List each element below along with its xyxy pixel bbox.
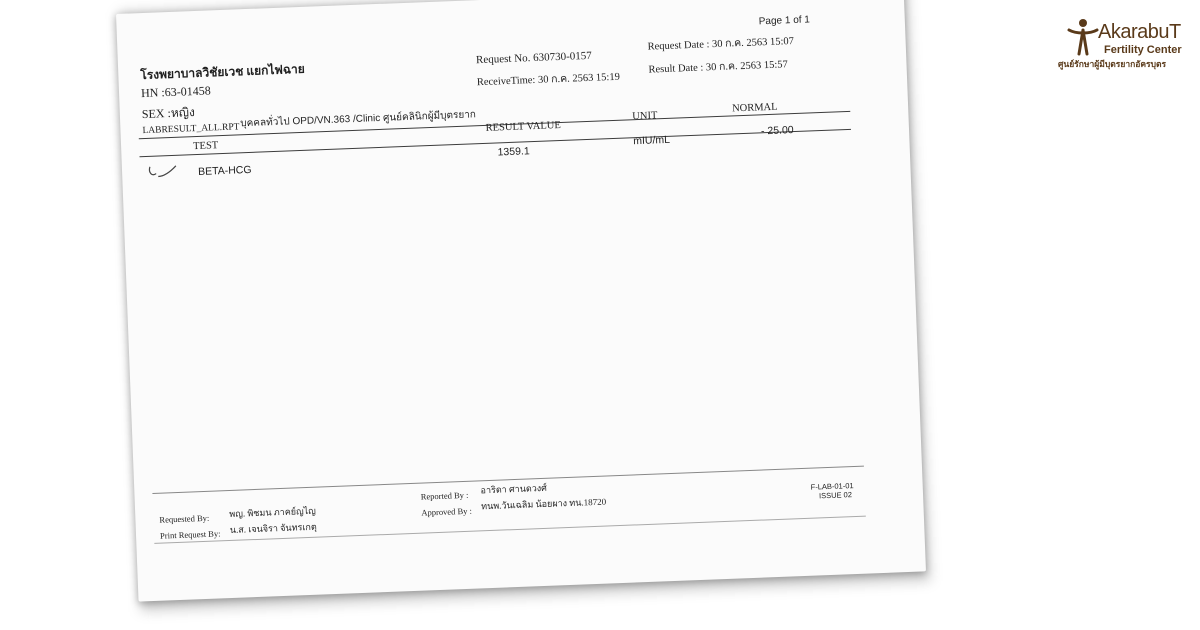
form-code: F-LAB-01-01 xyxy=(810,481,854,492)
result-date: Result Date : 30 ก.ค. 2563 15:57 xyxy=(648,59,789,76)
reported-by: อาริดา ศานดวงศ์ xyxy=(480,482,548,496)
page-number: Page 1 of 1 xyxy=(758,14,811,28)
col-test: TEST xyxy=(192,140,219,153)
request-number: Request No. 630730-0157 xyxy=(475,49,592,67)
report-code: LABRESULT_ALL.RPT xyxy=(142,122,240,137)
department: บุคคลทั่วไป OPD/VN.363 /Clinic ศูนย์คลินิกผู้มีบุตรยาก xyxy=(240,109,477,130)
sex-field: SEX :หญิง xyxy=(141,105,196,122)
print-request-label: Print Request By: xyxy=(159,528,221,541)
approved-by: ทนพ.วันเฉลิม น้อยผาง ทน.18720 xyxy=(480,496,607,512)
col-result: RESULT VALUE xyxy=(485,120,561,134)
col-normal: NORMAL xyxy=(731,101,778,115)
form-issue: ISSUE 02 xyxy=(818,490,853,501)
logo-subtitle: Fertility Center xyxy=(1104,44,1182,56)
hn-number: HN :63-01458 xyxy=(140,83,211,101)
requested-by-label: Requested By: xyxy=(159,512,210,525)
row-unit: mIU/mL xyxy=(633,133,671,148)
approved-by-label: Approved By : xyxy=(421,505,473,518)
logo-brand: AkarabuT xyxy=(1098,21,1181,43)
requested-by: พญ. พิชมน ภาคย์ญไญ xyxy=(229,505,317,520)
row-result: 1359.1 xyxy=(497,145,530,159)
receive-time: ReceiveTime: 30 ก.ค. 2563 15:19 xyxy=(476,71,621,89)
row-normal: - 25.00 xyxy=(760,124,794,138)
col-unit: UNIT xyxy=(632,110,658,123)
logo-thai-name: ศูนย์รักษาผู้มีบุตรยากอัครบุตร xyxy=(1058,59,1167,69)
logo-figure-icon xyxy=(1066,16,1100,56)
row-test: BETA-HCG xyxy=(197,163,252,178)
request-date: Request Date : 30 ก.ค. 2563 15:07 xyxy=(647,36,795,53)
print-request-by: น.ส. เจนจิรา จันทรเกตุ xyxy=(229,521,317,536)
reported-by-label: Reported By : xyxy=(420,489,469,502)
hospital-name: โรงพยาบาลวิชัยเวช แยกไฟฉาย xyxy=(140,61,306,83)
akarabut-logo xyxy=(1058,14,1194,74)
handwritten-check-mark xyxy=(146,162,181,183)
lab-report-sheet xyxy=(116,0,926,602)
